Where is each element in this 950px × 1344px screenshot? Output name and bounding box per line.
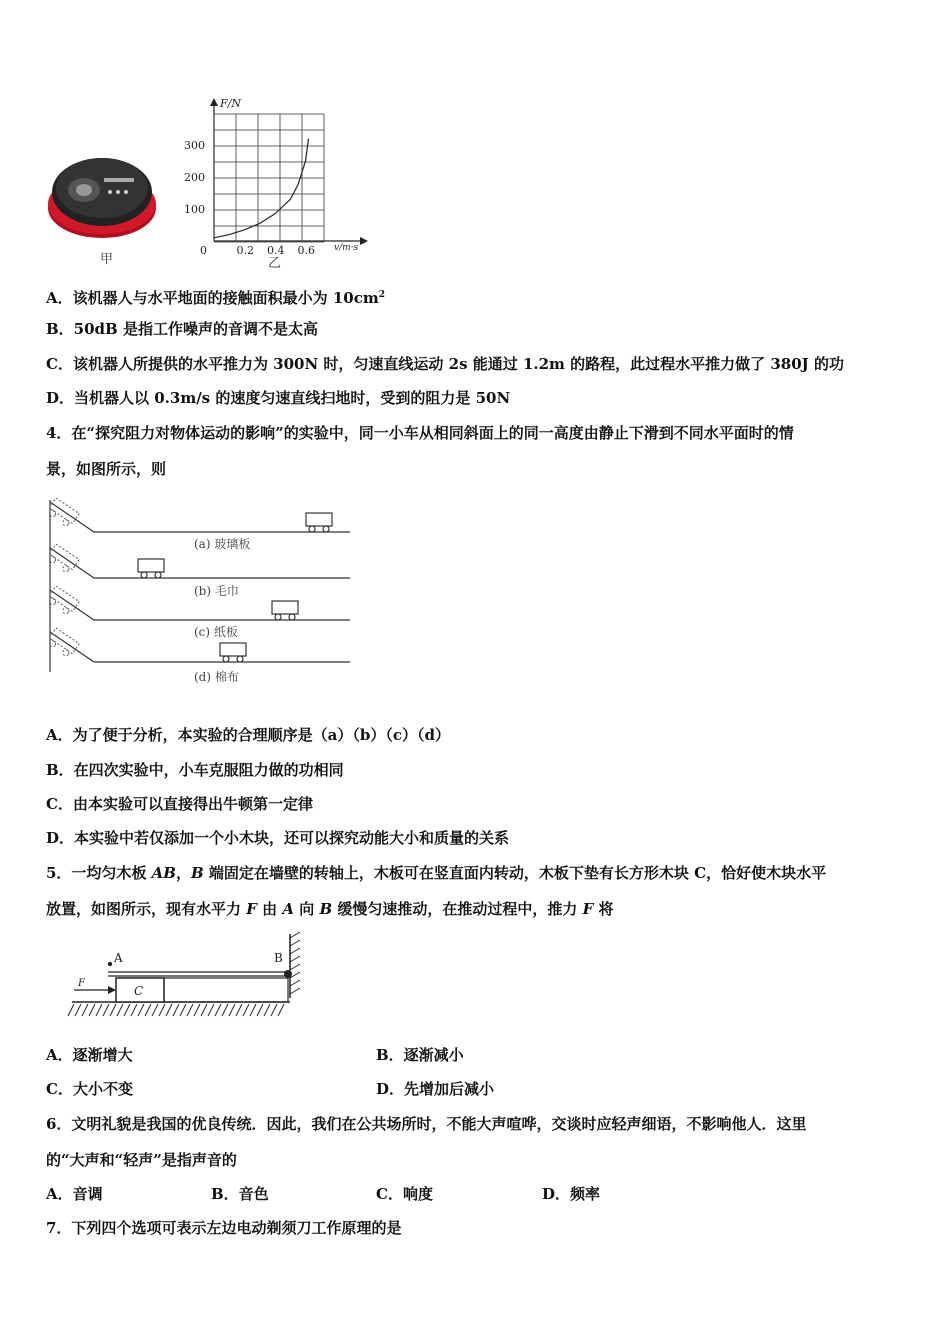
- q3-option-a: A．该机器人与水平地面的接触面积最小为 $10cm^2$: [46, 289, 386, 307]
- q3-option-d: D．当机器人以 0.3m/s 的速度匀速直线扫地时，受到的阻力是 50N: [46, 389, 511, 407]
- ground-hatch-line: [173, 1004, 179, 1016]
- ground-hatch-line: [152, 1004, 158, 1016]
- q6-option-b: B．音色: [211, 1185, 269, 1203]
- q6-stem-line2: 的“大声和“轻声”是指声音的: [46, 1151, 237, 1169]
- ground-hatch-line: [89, 1004, 95, 1016]
- label-c: C: [134, 984, 144, 998]
- label-a: A: [114, 951, 123, 965]
- label-glass: (a) 玻璃板: [194, 537, 251, 551]
- label-cardboard: (c) 纸板: [194, 625, 238, 639]
- ground-hatch-line: [159, 1004, 165, 1016]
- x-axis-label: v/m·s: [334, 243, 359, 253]
- ground-hatch-line: [187, 1004, 193, 1016]
- f-v-curve: [214, 139, 309, 238]
- ground-hatch-line: [236, 1004, 242, 1016]
- q4-stem-line2: 景，如图所示，则: [46, 460, 167, 478]
- x-tick-label: 0.4: [267, 244, 285, 256]
- ground-hatch-line: [145, 1004, 151, 1016]
- ground-hatch-line: [250, 1004, 256, 1016]
- q3-option-b: B．50dB 是指工作噪声的音调不是太高: [46, 320, 318, 338]
- ground-hatch-line: [166, 1004, 172, 1016]
- q5-option-c: C．大小不变: [46, 1080, 133, 1098]
- ground-hatch-line: [68, 1004, 74, 1016]
- q4-option-c: C．由本实验可以直接得出牛顿第一定律: [46, 795, 313, 813]
- q5-stem-line2: 放置，如图所示，现有水平力 F 由 A 向 B 缓慢匀速推动，在推动过程中，推力 F 将: [46, 900, 614, 918]
- q6-stem-line1: 6．文明礼貌是我国的优良传统．因此，我们在公共场所时，不能大声喧哗，交谈时应轻声细语，不影响他人．这里: [46, 1115, 807, 1133]
- ground-hatch-line: [110, 1004, 116, 1016]
- pivot-b: [284, 970, 292, 978]
- cart-a: [306, 513, 332, 532]
- cart-d: [220, 643, 246, 662]
- lever-board-figure: [62, 930, 312, 1022]
- y-tick-label: 100: [184, 203, 205, 216]
- ground-hatch-line: [264, 1004, 270, 1016]
- robot-image: [44, 148, 160, 244]
- ground-hatch-line: [222, 1004, 228, 1016]
- label-cotton: (d) 棉布: [194, 670, 239, 684]
- x-tick-label: 0: [200, 244, 207, 256]
- q6-option-d: D．频率: [542, 1185, 601, 1203]
- ground-hatch-line: [103, 1004, 109, 1016]
- x-tick-label: 0.2: [236, 244, 254, 256]
- q5-option-d: D．先增加后减小: [376, 1080, 495, 1098]
- ground-hatch-line: [131, 1004, 137, 1016]
- ground-hatch-line: [180, 1004, 186, 1016]
- cart-c: [272, 601, 298, 620]
- slope-experiment-figure: [44, 492, 356, 692]
- x-axis-arrow: [360, 237, 368, 245]
- label-f: F: [78, 978, 85, 989]
- ground-hatch-line: [208, 1004, 214, 1016]
- ground-hatch-line: [278, 1004, 284, 1016]
- ground-hatch-line: [96, 1004, 102, 1016]
- q4-stem-line1: 4．在“探究阻力对物体运动的影响”的实验中，同一小车从相同斜面上的同一高度由静止下滑到不同水平面时的情: [46, 424, 794, 442]
- q4-option-b: B．在四次实验中，小车克服阻力做的功相同: [46, 761, 344, 779]
- figure-label-jia: 甲: [100, 252, 114, 267]
- ground-hatch-line: [271, 1004, 277, 1016]
- y-tick-label: 200: [184, 171, 205, 184]
- ground-hatch-line: [257, 1004, 263, 1016]
- q5-stem-line1: 5．一均匀木板 AB，B 端固定在墙壁的转轴上，木板可在竖直面内转动，木板下垫有长方形木块 C，恰好使木块水平: [46, 864, 827, 882]
- cart-b: [138, 559, 164, 578]
- q3-option-c: C．该机器人所提供的水平推力为 300N 时，匀速直线运动 2s 能通过 1.2m 的路程，此过程水平推力做了 380J 的功: [46, 355, 844, 373]
- ground-hatch-line: [138, 1004, 144, 1016]
- ground-hatch-line: [243, 1004, 249, 1016]
- label-towel: (b) 毛巾: [194, 584, 239, 598]
- q5-option-b: B．逐渐减小: [376, 1046, 464, 1064]
- y-tick-label: 300: [184, 139, 205, 152]
- q6-option-c: C．响度: [376, 1185, 433, 1203]
- ground-hatch-line: [229, 1004, 235, 1016]
- q6-option-a: A．音调: [46, 1185, 103, 1203]
- ground-hatch-line: [124, 1004, 130, 1016]
- ground-hatch-line: [82, 1004, 88, 1016]
- ground-hatch-line: [194, 1004, 200, 1016]
- q5-option-a: A．逐渐增大: [46, 1046, 133, 1064]
- ground-hatch-line: [215, 1004, 221, 1016]
- ground-hatch-line: [117, 1004, 123, 1016]
- y-axis-label: F/N: [220, 97, 241, 110]
- x-tick-label: 0.6: [297, 244, 315, 256]
- y-axis-arrow: [210, 98, 218, 106]
- ground-hatch-line: [201, 1004, 207, 1016]
- figure-label-yi: 乙: [268, 256, 282, 271]
- q4-option-a: A．为了便于分析，本实验的合理顺序是（a）（b）（c）（d）: [46, 726, 450, 744]
- q7-stem: 7．下列四个选项可表示左边电动剃须刀工作原理的是: [46, 1219, 402, 1237]
- q4-option-d: D．本实验中若仅添加一个小木块，还可以探究动能大小和质量的关系: [46, 829, 510, 847]
- label-b: B: [274, 951, 283, 965]
- f-v-chart: [180, 96, 370, 256]
- ground-hatch-line: [75, 1004, 81, 1016]
